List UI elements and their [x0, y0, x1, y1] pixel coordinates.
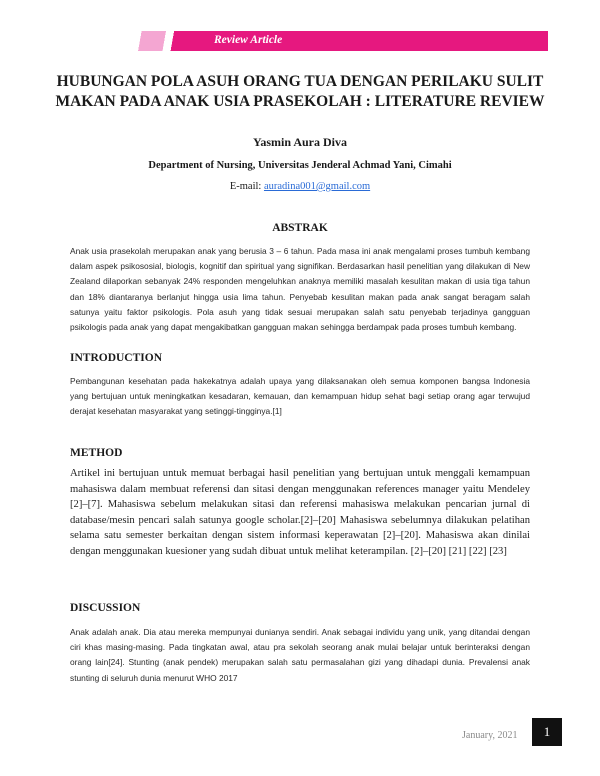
- introduction-heading: INTRODUCTION: [70, 352, 163, 364]
- page-number: 1: [532, 718, 562, 746]
- banner-label: Review Article: [214, 34, 283, 46]
- paper-title: HUBUNGAN POLA ASUH ORANG TUA DENGAN PERILAKU SULIT MAKAN PADA ANAK USIA PRASEKOLAH : LITERATURE REVIEW: [55, 73, 545, 110]
- abstract-heading: ABSTRAK: [272, 222, 328, 234]
- author-name: Yasmin Aura Diva: [252, 135, 347, 149]
- discussion-heading: DISCUSSION: [70, 602, 141, 614]
- review-article-banner: [36, 31, 548, 51]
- email-link[interactable]: auradina001@gmail.com: [263, 181, 371, 192]
- email-label: E-mail:: [229, 181, 262, 192]
- email-line: [0, 181, 600, 192]
- introduction-text: Pembangunan kesehatan pada hakekatnya adalah upaya yang dilaksanakan oleh semua komponen bangsa Indonesia yang bertujuan untuk meningkatkan kesadaran, kemauan, dan kemampuan hidup sehat bagi setiap orang agar terwujud derajat kesehatan masyarakat yang setinggi-tingginya.[1]: [70, 376, 530, 417]
- method-heading: METHOD: [70, 447, 123, 459]
- method-text: Artikel ini bertujuan untuk memuat berbagai hasil penelitian yang bertujuan untuk menggali kemampuan mahasiswa dalam membuat referensi dan sitasi dengan menggunakan references manager yaitu Mendeley [2]–[7]. Mahasiswa sebelum melakukan sitasi dan referensi mahasiswa melakukan pencarian jurnal di database/mesin pencari salah satunya google scholar.[2]–[20] Mahasiswa sebelumnya dilakukan pelatihan selama satu semester berkaitan dengan sistem informasi keperawatan [2]–[20]. Mahasiswa akan dinilai dengan menggunakan kuesioner yang sudah dibuat untuk melihat keterampilan. [2]–[20] [21] [22] [23]: [70, 468, 530, 557]
- footer-date: January, 2021: [462, 730, 518, 741]
- abstract-text: Anak usia prasekolah merupakan anak yang berusia 3 – 6 tahun. Pada masa ini anak mengalami proses tumbuh kembang dalam aspek psikososial, biologis, kognitif dan spiritual yang signifikan. Berdasarkan hasil penelitian yang dilakukan di New Zealand dilaporkan sebanyak 24% responden mengeluhkan anaknya memiliki masalah kesulitan makan di usia tiga tahun dan 18% diantaranya berlanjut hingga usia lima tahun. Penyebab kesulitan makan pada anak sangat beragam salah satunya yaitu faktor psikologis. Pola asuh yang tidak sesuai merupakan salah satu penyebab terjadinya gangguan psikologis pada anak yang dapat mengakibatkan gangguan makan sehingga berdampak pada proses tumbuh kembang.: [70, 246, 530, 333]
- discussion-text: Anak adalah anak. Dia atau mereka mempunyai dunianya sendiri. Anak sebagai individu yang unik, yang ditandai dengan ciri khas masing-masing. Pada tingkatan awal, atau pra sekolah seorang anak mulai belajar untuk berinteraksi dengan orang lain[24]. Stunting (anak pendek) merupakan salah satu permasalahan gizi yang dihadapi dunia. Prevalensi anak stunting di seluruh dunia menurut WHO 2017: [70, 627, 530, 683]
- affiliation: Department of Nursing, Universitas Jenderal Achmad Yani, Cimahi: [148, 160, 452, 171]
